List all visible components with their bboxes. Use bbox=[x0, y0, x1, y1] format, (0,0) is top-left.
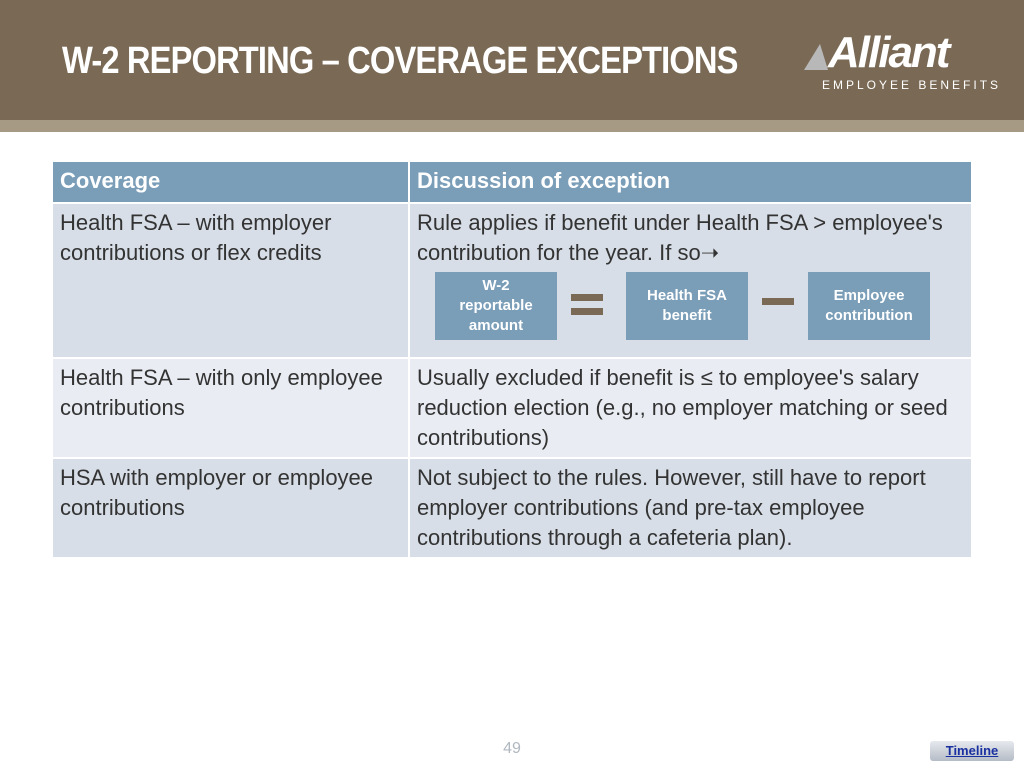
formula-contribution-label: Employee contribution bbox=[825, 287, 913, 324]
header-accent-strip bbox=[0, 120, 1024, 132]
cell-discussion bbox=[409, 203, 972, 358]
minus-icon bbox=[762, 298, 794, 305]
table-row bbox=[52, 358, 972, 458]
cell-coverage: Health FSA – with employer contributions or flex credits bbox=[52, 203, 409, 358]
formula-result-label: W-2 reportable amount bbox=[459, 277, 533, 334]
w2-formula bbox=[417, 272, 964, 346]
cell-coverage: HSA with employer or employee contributions bbox=[52, 458, 409, 558]
header-coverage: Coverage bbox=[52, 161, 409, 203]
coverage-exceptions-table bbox=[51, 160, 973, 559]
formula-health-fsa-box bbox=[626, 272, 748, 340]
alliant-logo bbox=[800, 28, 1002, 98]
cell-discussion: Usually excluded if benefit is ≤ to employee's salary reduction election (e.g., no employer matching or seed contributions) bbox=[409, 358, 972, 458]
table-header-row bbox=[52, 161, 972, 203]
page-number: 49 bbox=[503, 740, 521, 757]
logo-tagline: EMPLOYEE BENEFITS bbox=[822, 78, 1002, 92]
cell-discussion: Not subject to the rules. However, still have to report employer contributions (and pre-tax employee contributions through a cafeteria plan). bbox=[409, 458, 972, 558]
formula-w2-amount-box bbox=[435, 272, 557, 340]
logo-wordmark: Alliant bbox=[828, 28, 949, 77]
equals-icon-top bbox=[571, 294, 603, 301]
discussion-text: Rule applies if benefit under Health FSA > employee's contribution for the year. If so bbox=[417, 210, 943, 265]
cell-coverage: Health FSA – with only employee contributions bbox=[52, 358, 409, 458]
timeline-link-button[interactable]: Timeline bbox=[930, 741, 1014, 761]
alliant-triangle-icon bbox=[800, 40, 830, 74]
slide-title: W-2 REPORTING – COVERAGE EXCEPTIONS bbox=[62, 40, 738, 82]
equals-icon-bottom bbox=[571, 308, 603, 315]
header-discussion: Discussion of exception bbox=[409, 161, 972, 203]
formula-employee-contribution-box bbox=[808, 272, 930, 340]
formula-benefit-label: Health FSA benefit bbox=[646, 287, 727, 324]
table-row bbox=[52, 203, 972, 358]
table-row bbox=[52, 458, 972, 558]
arrow-right-icon: ➝ bbox=[700, 240, 720, 265]
